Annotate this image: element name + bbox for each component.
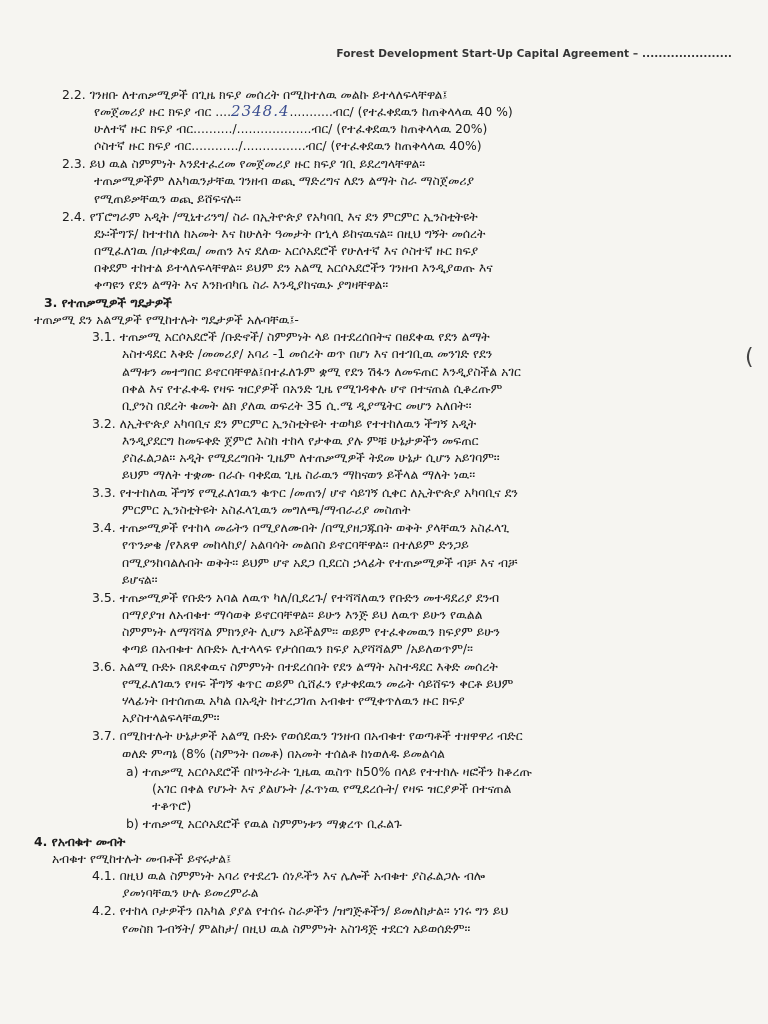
clause-3-6 — [92, 658, 742, 726]
clause-line: ልማቱን መተግበር ይኖርባቸዋል፤በተፈለጉም ቋሚ የደን ሽፋን ለመፍጠር እንዲያስችል አገር — [122, 363, 521, 379]
clause-line: 3.3. የተተከለዉ ችግኝ የሚፈለገዉን ቁጥር /መጠን/ ሆኖ ሳይገኝ ሲቀር ለኢትዮጵያ አካባቢና ደን — [92, 485, 518, 501]
clause-line: በሚያንከባልሉበት ወቅት፡፡ ይህም ሆኖ አደጋ ቢደርስ ኃላፊት የተጠቃሚዎች ብቻ እና ብቻ — [122, 554, 518, 570]
payment-suffix: ...........ብር/ (የተፈቀደዉን ከጠቅላላዉ 40 %) — [289, 104, 513, 120]
margin-mark: ( — [745, 345, 754, 370]
clause-2-4 — [64, 208, 742, 293]
handwritten-amount: 2348.4 — [231, 103, 290, 121]
clause-3-7-a — [126, 763, 742, 814]
clause-4-1 — [92, 867, 742, 901]
clause-line: ያመነባቸዉን ሁሉ ይመረምራል — [122, 885, 259, 901]
clause-line: ስምምነት ለማሻሻል ምክንያት ሊሆን አይችልም፡፡ ወይም የተፈቀመዉን ክፍያም ይሁን — [122, 623, 500, 639]
clause-4-2 — [92, 902, 742, 936]
section-4-intro: አብቁተ የሚከተሉት መብቶች ይኖሩታል፤ — [52, 851, 232, 867]
clause-3-7-b — [126, 815, 742, 832]
clause-line: 2.4. የፕሮግራም አዲት /ሚኒተሪንግ/ ስራ በኢትዮጵያ የአካባቢ እና ደን ምርምር ኢንስቲትዩት — [62, 208, 478, 224]
clause-line: ይሆናል፡፡ — [122, 571, 158, 587]
payment-second-installment: ሁለተኛ ዙር ክፍያ ብር........../...................ብር/ (የተፈቀደዉን ከጠቅላላዉ 20%) — [94, 121, 488, 137]
clause-line: አስተዳደር እቅድ /መመሪያ/ አባሪ -1 መሰረት ወጥ በሆነ እና በተገቢዉ መንገድ የደን — [122, 346, 493, 362]
clause-line: 4.1. በዚህ ዉል ስምምነት አባሪ የተደረጉ ሰነዶችን እና ሌሎች አብቁተ ያስፈልጋሉ ብሎ — [92, 868, 486, 884]
clause-line: ምርምር ኢንስቲትዩት አስፈላጊዉን መግለጫ/ማብራሪያ መስጠት — [122, 502, 411, 518]
clause-line: b) ተጠቃሚ አርሶአደሮች የዉል ስምምነቱን ማቋረጥ ቢፈልጉ — [126, 815, 402, 831]
clause-3-1 — [92, 328, 742, 413]
clause-line: 3.5. ተጠቃሚዎች የቡድን አባል ለዉጥ ካለ/ቢደረጉ/ የተሻሻለዉን የቡድን መተዳደሪያ ደንብ — [92, 589, 500, 605]
clause-line: በሚፈለገዉ /በታቀደዉ/ መጠን እና ደለው አርሶአደሮች የሁለተኛ እና ሶስተኛ ዙር ክፍያ — [94, 242, 479, 258]
clause-line: ቀጣይ በአብቁተ ለቡድኑ ሊተላላፍ የታሰበዉን ክፍያ አያሻሻልም /አይለወጥም/፡፡ — [122, 641, 473, 656]
clause-line: a) ተጠቃሚ አርሶአደሮች በኮንትራት ጊዜዉ ዉስጥ ከ50% በላይ የተተከሉ ዛፎችን ከቆረጡ — [126, 763, 532, 779]
clause-line: 3.2. ለኢትዮጵያ አካባቢና ደን ምርምር ኢንስቲትዩት ተወካይ የተተከለዉን ችግኝ አዲት — [92, 415, 477, 431]
clause-line: 2.2. ገንዘቡ ለተጠቃሚዎች በጊዜ ክፍያ መሰረት በሚከተለዉ መልኩ ይተላለፍላቸዋል፤ — [62, 87, 448, 102]
payment-first-installment — [64, 103, 742, 120]
clause-line: ይህም ማለት ተቋሙ በራሱ ባቀደዉ ጊዜ ስራዉን ማከናወን ይችላል ማለት ነዉ፡፡ — [122, 467, 476, 483]
clause-line: (አገር በቀል የሆኑት እና ያልሆኑት /ፈጥነዉ የሚደረሱት/ የዛፍ ዝርያዎች በተናጠል — [152, 780, 512, 796]
clause-line: ቀጣዩን የደን ልማት እና እንክብካቤ ስራ እንዲያከናዉኑ ያግዛቸዋል፡፡ — [94, 277, 389, 293]
clause-line: 4.2. የተከላ ቦታዎችን በአካል ያያል የተሰሩ ስራዎችን /ዝግጅቶችን/ ይመለከታል፡፡ ነገሩ ግን ይህ — [92, 903, 509, 919]
payment-label: የመጀመሪያ ዙር ክፍያ ብር .... — [94, 104, 232, 120]
clause-line: ተጠቃሚዎችም ለአካዉንታቸዉ ገንዘብ ወጪ ማድረግና ለደን ልማት ስራ ማስጀመሪያ — [94, 173, 475, 189]
clause-line: የሚፈለገዉን የዛፍ ችግኝ ቁጥር ወይም ሲሸፈን የታቀደዉን መሬት ሳይሸፍን ቀርቶ ይህም — [122, 676, 514, 692]
payment-third-installment: ሶስተኛ ዙር ክፍያ ብር............/................ብር/ (የተፈቀደዉን ከጠቅላላዉ 40%) — [94, 138, 482, 154]
clause-line: 2.3. ይህ ዉል ስምምነት እንደተፈረመ የመጀመሪያ ዙር ክፍያ ገቢ ይደረግላቸዋል፡፡ — [62, 156, 426, 172]
clause-line: ያስፈልጋል፡፡ አዲት የሚደረግበት ጊዜም ለተጠቃሚዎች ትደመ ሁኔታ ሲሆን አይገባም፡፡ — [122, 449, 500, 465]
section-4-title: 4. የአብቁተ መብት — [34, 834, 126, 850]
clause-3-5 — [92, 589, 742, 657]
clause-line: 3.7. በሚከተሉት ሁኔታዎች አልሚ ቡድኑ የወሰደዉን ገንዘብ በአብቁተ የወጣቶች ተዘዋዋሪ ብድር — [92, 728, 523, 744]
clause-line: ወለድ ምጣኔ (8% (ስምንት በመቶ) በአመት ተሰልቶ ከነወለዱ ይመልሳል — [122, 745, 445, 761]
clause-line: 3.1. ተጠቃሚ አርሶአደሮች /ቡድኖች/ ስምምነት ላይ በተደረሰበትና በፀደቀዉ የደን ልማት — [92, 329, 490, 345]
clause-line: የሚጠይቃቸዉን ወጪ ይሸፍናሉ፡፡ — [94, 190, 242, 206]
clause-line: አያስተላልፍላቸዉም፡፡ — [122, 710, 220, 726]
clause-line: የመስክ ጉብኝት/ ምልከታ/ በዚህ ዉል ስምምነት አስገዳጅ ተደርጎ አይወሰድም፡፡ — [122, 920, 471, 936]
clause-line: 3.6. አልሚ ቡድኑ በጸደቀዉና ስምምነት በተደረሰበት የደን ልማት አስተዳደር እቅድ መሰረት — [92, 659, 498, 675]
clause-3-2 — [92, 415, 742, 483]
clause-line: 3.4. ተጠቃሚዎች የተከላ መሬትን በሚያለሙበት /በሚያዘጋጁበት ወቅት ያላቸዉን አስፈላጊ — [92, 520, 510, 536]
page-header: Forest Development Start-Up Capital Agreement – ...................... — [336, 48, 732, 60]
clause-line: እንዲያደርግ ከመፍቀድ ጀምሮ እስከ ተከላ የታቀዉ ያሉ ምቹ ሁኔታዎችን መፍጠር — [122, 432, 479, 448]
clause-3-3 — [92, 484, 742, 518]
clause-line: ሃላፊነት በተሰጠዉ አካል በአዲት ከተረጋገጠ አብቁተ የሚቀጥለዉን ዙር ክፍያ — [122, 693, 465, 709]
document-body — [34, 86, 742, 938]
clause-2-3 — [64, 155, 742, 206]
clause-3-4 — [92, 519, 742, 587]
clause-line: የጥንቃቄ /የእጸዋ መከላከያ/ አልባሳት መልበስ ይኖርባቸዋል፡፡ በተለይም ድንጋይ — [122, 537, 469, 553]
clause-line: በቅደም ተከተል ይተላለፍላቸዋል፡፡ ይህም ደን አልሚ አርሶአደሮችን ገንዘብ እንዲያወጡ እና — [94, 259, 493, 275]
section-3-title: 3. የተጠቃሚዎች ግዴታዎች — [44, 295, 172, 311]
clause-3-7 — [92, 727, 742, 761]
clause-line: ተቆጥሮ) — [152, 797, 192, 813]
clause-line: በቀል እና የተፈቀዱ የዛፍ ዝርያዎች በአንድ ጊዜ የሚገዳቀሉ ሆኖ በተናጠል ሲቆረጡም — [122, 380, 503, 396]
clause-line: ቢያንስ በደረት ቁመት ልክ ያለዉ ወፍረት 35 ሲ.ሜ ዲያሜትር መሆን አለበት፡፡ — [122, 397, 472, 413]
clause-2-2 — [64, 86, 742, 154]
clause-line: በማያያዝ ለአብቁተ ማሳወቅ ይኖርባቸዋል፡፡ ይሁን እንጅ ይህ ለዉጥ ይሁን የዉልል — [122, 606, 483, 622]
section-3-intro: ተጠቃሚ ደን አልሚዎች የሚከተሉት ግዴታዎች አሉባቸዉ፤- — [34, 312, 299, 328]
clause-line: ደኑ፡ችግኙ/ ከተተከለ ከአመት እና ከሁለት ዓመታት በኂላ ይከናዉናል፡፡ በዚህ ግኝት መሰረት — [94, 225, 486, 241]
